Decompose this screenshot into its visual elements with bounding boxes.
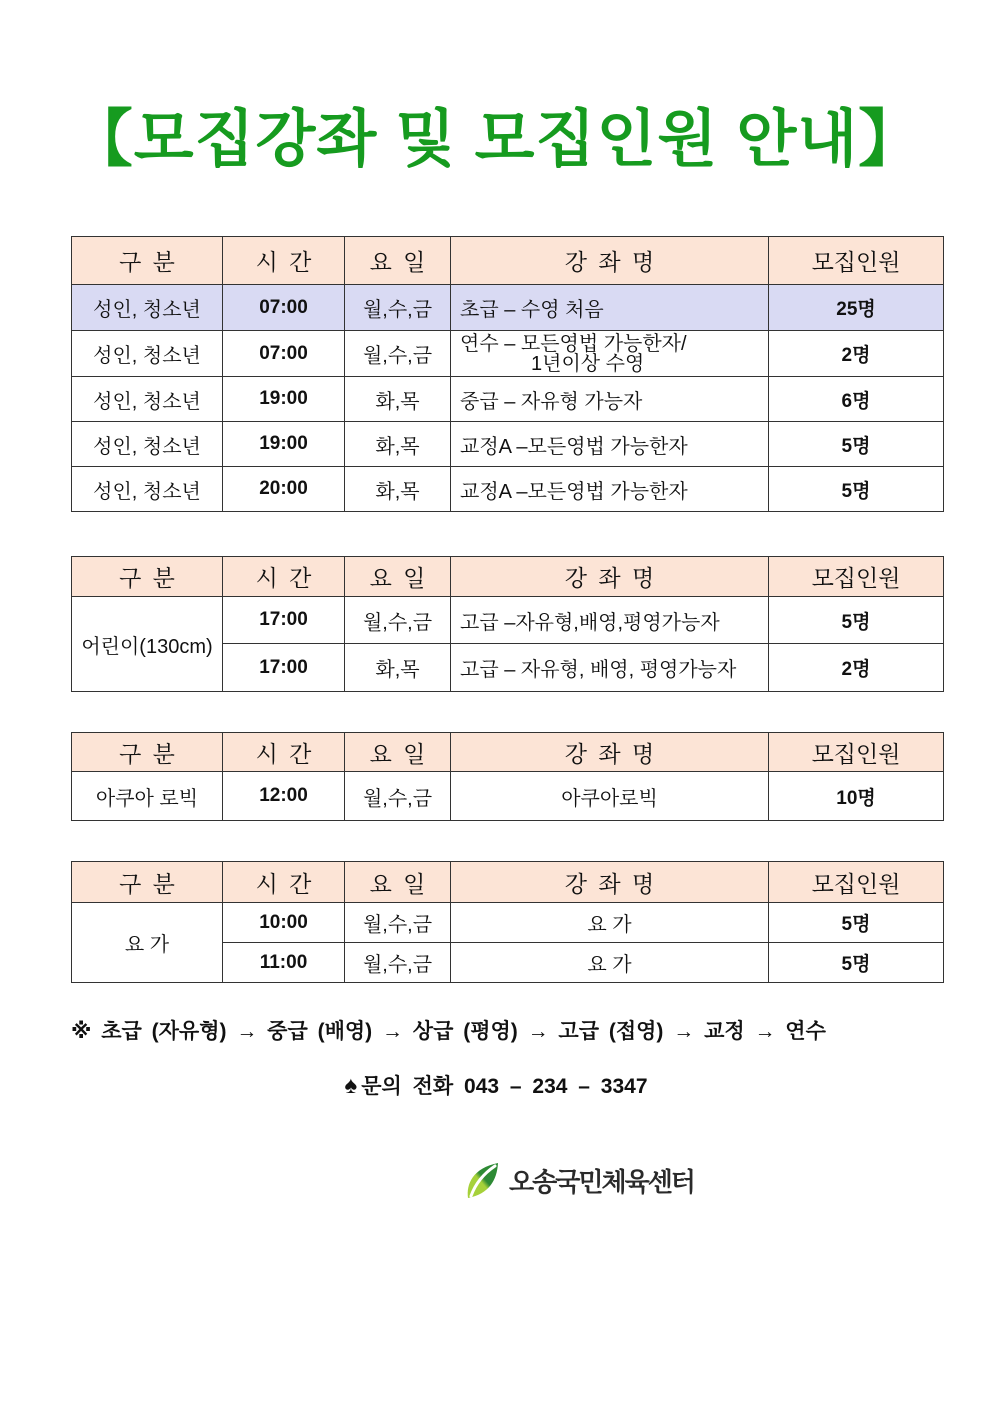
header-days: 요 일 bbox=[345, 557, 451, 597]
days-cell: 화,목 bbox=[345, 422, 451, 467]
level-progression-note: ※ 초급 (자유형) → 중급 (배영) → 상급 (평영) → 고급 (접영) → 교정 → 연수 bbox=[71, 1020, 826, 1043]
course-cell: 아쿠아로빅 bbox=[451, 772, 769, 821]
header-category: 구 분 bbox=[72, 557, 223, 597]
course-cell: 고급 –자유형,배영,평영가능자 bbox=[451, 597, 769, 644]
header-course: 강 좌 명 bbox=[451, 733, 769, 772]
table-row bbox=[72, 377, 944, 422]
header-time: 시 간 bbox=[223, 862, 345, 903]
course-cell bbox=[451, 331, 769, 377]
category-cell: 성인, 청소년 bbox=[72, 422, 223, 467]
table-row bbox=[72, 903, 944, 943]
adult-swim-table bbox=[71, 236, 944, 512]
table-header-row bbox=[72, 862, 944, 903]
logo-name: 오송국민체육센터 bbox=[509, 1166, 694, 1197]
course-cell: 요 가 bbox=[451, 903, 769, 943]
table-row bbox=[72, 422, 944, 467]
days-cell: 월,수,금 bbox=[345, 943, 451, 983]
page-title: 【모집강좌 및 모집인원 안내】 bbox=[70, 105, 922, 174]
course-line: 1년이상 수영 bbox=[531, 352, 645, 375]
header-course: 강 좌 명 bbox=[451, 862, 769, 903]
capacity-cell: 2명 bbox=[769, 331, 944, 377]
header-time: 시 간 bbox=[223, 733, 345, 772]
center-logo bbox=[465, 1161, 694, 1199]
table-header-row bbox=[72, 237, 944, 285]
days-cell: 월,수,금 bbox=[345, 903, 451, 943]
header-days: 요 일 bbox=[345, 733, 451, 772]
header-course: 강 좌 명 bbox=[451, 557, 769, 597]
yoga-table bbox=[71, 861, 944, 983]
days-cell: 월,수,금 bbox=[345, 772, 451, 821]
capacity-cell: 5명 bbox=[769, 597, 944, 644]
course-cell: 초급 – 수영 처음 bbox=[451, 285, 769, 331]
time-cell: 12:00 bbox=[223, 772, 345, 821]
aqua-table bbox=[71, 732, 944, 821]
course-cell: 중급 – 자유형 가능자 bbox=[451, 377, 769, 422]
header-category: 구 분 bbox=[72, 862, 223, 903]
header-category: 구 분 bbox=[72, 237, 223, 285]
table-header-row bbox=[72, 557, 944, 597]
header-time: 시 간 bbox=[223, 237, 345, 285]
leaf-logo-icon bbox=[465, 1162, 499, 1199]
header-capacity: 모집인원 bbox=[769, 557, 944, 597]
time-cell: 07:00 bbox=[223, 285, 345, 331]
category-cell: 성인, 청소년 bbox=[72, 467, 223, 512]
capacity-cell: 2명 bbox=[769, 644, 944, 692]
contact-label: 문의 전화 043 – 234 – 3347 bbox=[361, 1075, 648, 1098]
category-cell: 아쿠아 로빅 bbox=[72, 772, 223, 821]
table-row bbox=[72, 285, 944, 331]
days-cell: 월,수,금 bbox=[345, 285, 451, 331]
kids-swim-table bbox=[71, 556, 944, 692]
header-time: 시 간 bbox=[223, 557, 345, 597]
header-capacity: 모집인원 bbox=[769, 237, 944, 285]
days-cell: 화,목 bbox=[345, 377, 451, 422]
table-row bbox=[72, 597, 944, 644]
header-capacity: 모집인원 bbox=[769, 733, 944, 772]
course-cell: 교정A –모든영법 가능한자 bbox=[451, 422, 769, 467]
capacity-cell: 6명 bbox=[769, 377, 944, 422]
capacity-cell: 5명 bbox=[769, 943, 944, 983]
category-cell: 성인, 청소년 bbox=[72, 285, 223, 331]
contact-line bbox=[0, 1070, 992, 1102]
table-row bbox=[72, 772, 944, 821]
header-course: 강 좌 명 bbox=[451, 237, 769, 285]
capacity-cell: 25명 bbox=[769, 285, 944, 331]
course-line: 연수 – 모든영법 가능한자/ bbox=[460, 332, 687, 355]
capacity-cell: 5명 bbox=[769, 903, 944, 943]
time-cell: 17:00 bbox=[223, 644, 345, 692]
days-cell: 월,수,금 bbox=[345, 597, 451, 644]
course-cell: 요 가 bbox=[451, 943, 769, 983]
table-header-row bbox=[72, 733, 944, 772]
header-capacity: 모집인원 bbox=[769, 862, 944, 903]
header-days: 요 일 bbox=[345, 237, 451, 285]
table-row bbox=[72, 467, 944, 512]
category-cell: 어린이(130cm) bbox=[72, 597, 223, 692]
category-cell: 성인, 청소년 bbox=[72, 331, 223, 377]
table-row bbox=[72, 331, 944, 377]
days-cell: 화,목 bbox=[345, 467, 451, 512]
header-days: 요 일 bbox=[345, 862, 451, 903]
capacity-cell: 5명 bbox=[769, 422, 944, 467]
time-cell: 19:00 bbox=[223, 377, 345, 422]
course-cell: 고급 – 자유형, 배영, 평영가능자 bbox=[451, 644, 769, 692]
time-cell: 07:00 bbox=[223, 331, 345, 377]
header-category: 구 분 bbox=[72, 733, 223, 772]
category-cell: 성인, 청소년 bbox=[72, 377, 223, 422]
spade-icon: ♠ bbox=[344, 1072, 358, 1099]
time-cell: 10:00 bbox=[223, 903, 345, 943]
days-cell: 월,수,금 bbox=[345, 331, 451, 377]
category-cell: 요 가 bbox=[72, 903, 223, 983]
capacity-cell: 5명 bbox=[769, 467, 944, 512]
time-cell: 20:00 bbox=[223, 467, 345, 512]
time-cell: 19:00 bbox=[223, 422, 345, 467]
days-cell: 화,목 bbox=[345, 644, 451, 692]
time-cell: 17:00 bbox=[223, 597, 345, 644]
course-cell: 교정A –모든영법 가능한자 bbox=[451, 467, 769, 512]
time-cell: 11:00 bbox=[223, 943, 345, 983]
capacity-cell: 10명 bbox=[769, 772, 944, 821]
